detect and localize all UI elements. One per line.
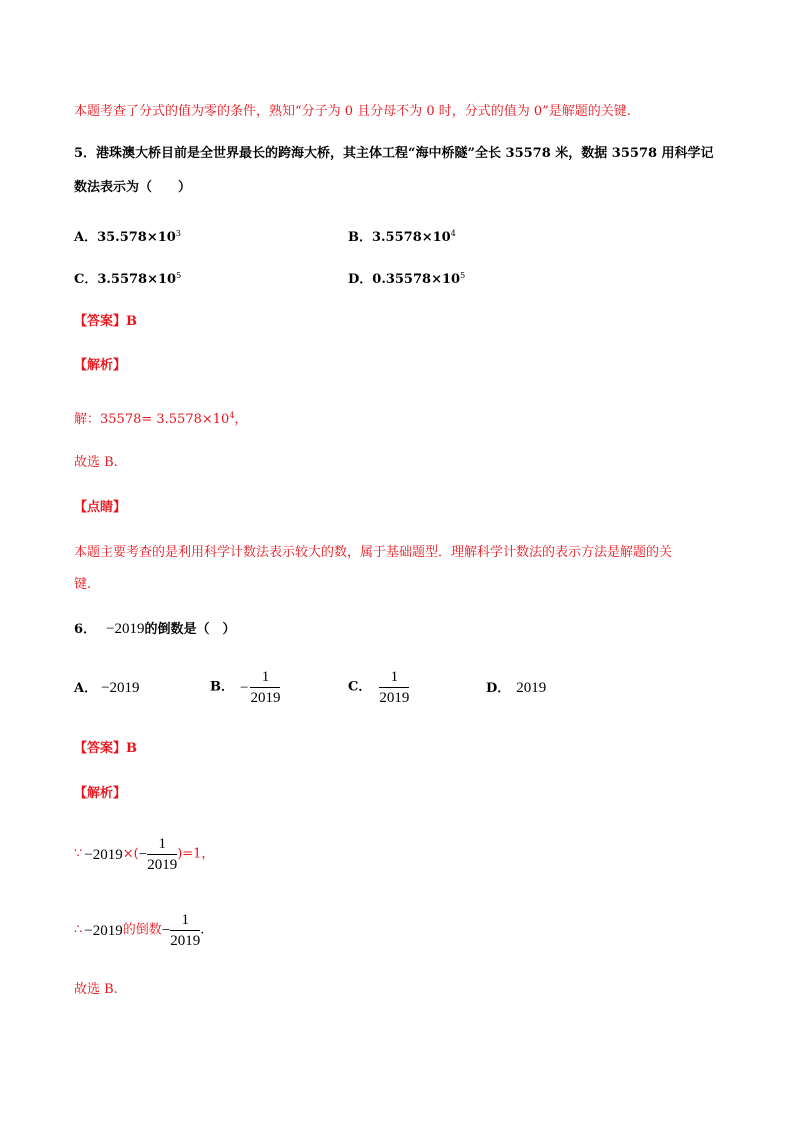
q6-step2: ∴ −2019的倒数− $\frac{1}{2019}$ . [74, 912, 205, 949]
q5-analysis-tag: 【解析】 [74, 358, 127, 373]
q5-answer: 【答案】B [74, 314, 137, 329]
q6-answer: 【答案】B [74, 741, 137, 756]
q5-comment-line2: 键. [74, 577, 92, 592]
q6-option-a: A． −2019 [74, 680, 140, 696]
q5-option-b: B．$3.5578\times 10^4$ [348, 229, 456, 245]
q6-option-c: C． $\frac{1}{2019}$ [348, 669, 410, 706]
q5-option-c: C．$3.5578\times 10^5$ [74, 271, 182, 287]
q6-step1: ∵ −2019×(− $\frac{1}{2019}$ )=1， [74, 836, 215, 873]
q6-analysis-tag: 【解析】 [74, 786, 127, 801]
q6-stem: 6． −2019的倒数是（ ） [74, 621, 236, 637]
q5-option-a: A．$35.578\times 10^3$ [74, 229, 181, 245]
q5-solution: 解：$35578= 3.5578\times 10^4$， [74, 411, 248, 427]
q5-option-d: D．$0.35578\times 10^5$ [348, 271, 466, 287]
q6-step1-fraction: $\frac{1}{2019}$ [147, 836, 178, 873]
q6-choose: 故选 B. [74, 982, 118, 997]
q6-option-b: B． − $\frac{1}{2019}$ [210, 669, 281, 706]
q5-comment-line1: 本题主要考查的是利用科学计数法表示较大的数，属于基础题型．理解科学计数法的表示方法是解题的关 [74, 545, 673, 560]
q5-choose: 故选 B. [74, 455, 118, 470]
q5-stem-line2: 数法表示为（ ） [74, 180, 192, 195]
q6-option-b-fraction: $\frac{1}{2019}$ [250, 669, 281, 706]
q6-step2-fraction: $\frac{1}{2019}$ [170, 912, 201, 949]
prev-summary: 本题考查了分式的值为零的条件，熟知“分子为 0 且分母不为 0 时，分式的值为 0”是解题的关键. [74, 104, 631, 119]
q5-stem-line1: 5．港珠澳大桥目前是全世界最长的跨海大桥，其主体工程“海中桥隧”全长 35578 米，数据 35578 用科学记 [74, 146, 714, 161]
q6-option-d: D． 2019 [486, 680, 547, 696]
q5-comment-tag: 【点睛】 [74, 500, 127, 515]
q6-option-c-fraction: $\frac{1}{2019}$ [379, 669, 410, 706]
